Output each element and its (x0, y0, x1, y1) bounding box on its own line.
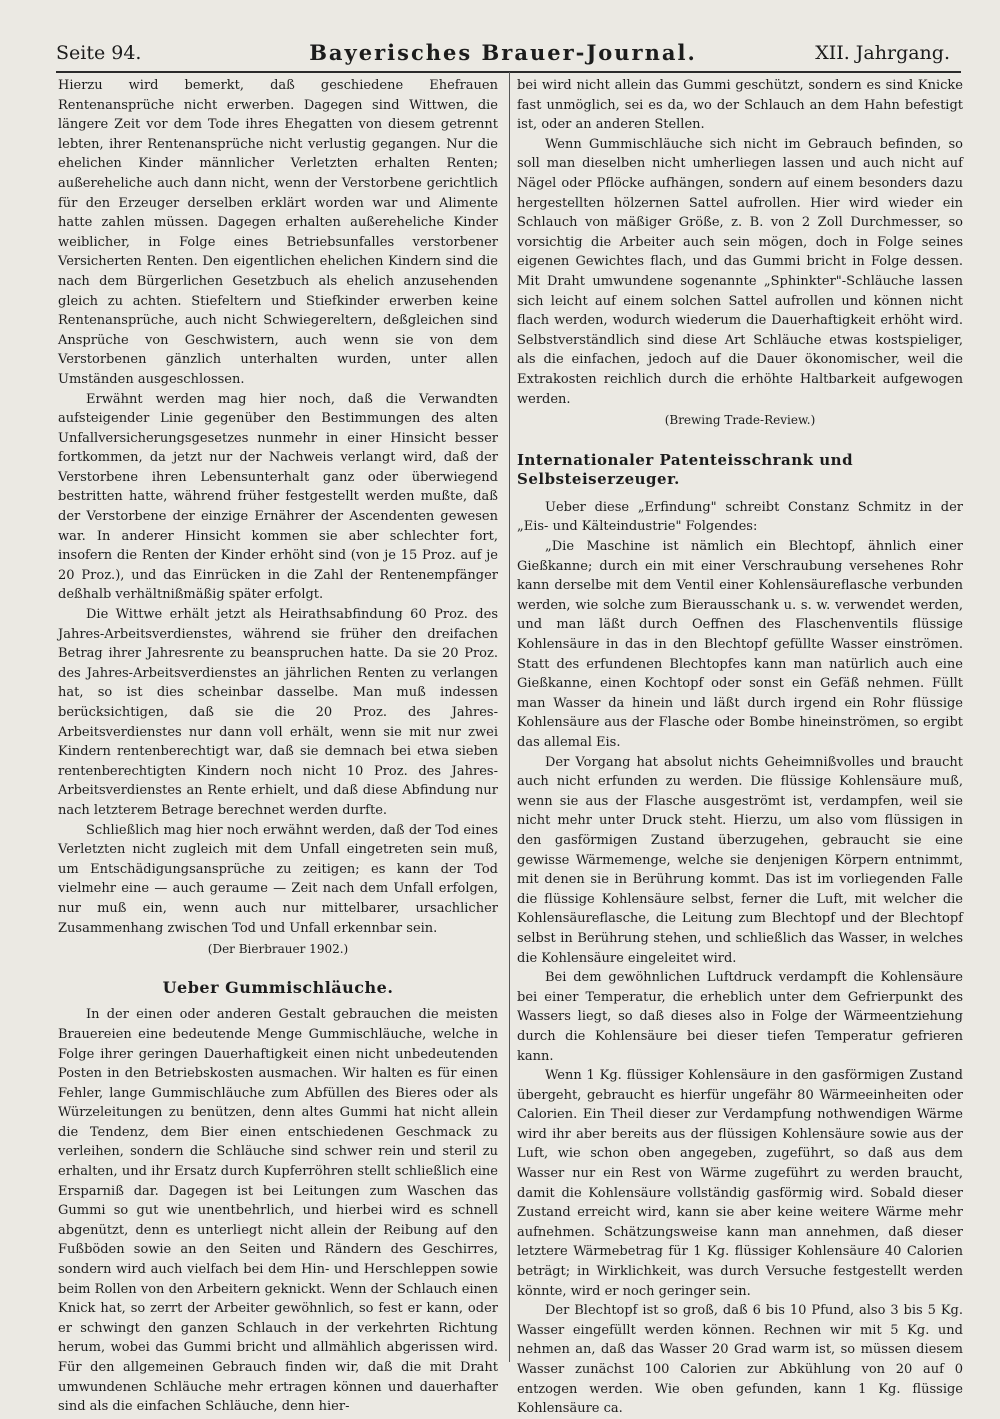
volume-label: XII. Jahrgang. (815, 42, 950, 64)
source-citation: (Der Bierbrauer 1902.) (207, 942, 349, 957)
paragraph: „Die Maschine ist nämlich ein Blechtopf, ähnlich einer Gießkanne; durch ein mit einer Verschraubung versehenes Rohr kann derselbe mit dem Ventil einer Kohlensäureflasche verbunden werden, wie solche zum Bierausschank u. s. w. verwendet werden, und man läßt durch Oeffnen des Flaschenventils flüssige Kohlensäure in das in den Blechtopf gefüllte Wasser einströmen. Statt des erfundenen Blechtopfes kann man natürlich auch eine Gießkanne, einen Kochtopf oder sonst ein Gefäß nehmen. Füllt man Wasser da hinein und läßt durch irgend ein Rohr flüssige Kohlensäure aus der Flasche oder Bombe hineinströmen, so ergibt das allemal Eis. (517, 539, 963, 750)
page-number: Seite 94. (56, 42, 142, 64)
journal-title: Bayerisches Brauer-Journal. (309, 40, 697, 65)
source-citation: (Brewing Trade-Review.) (664, 413, 816, 428)
paragraph: Wenn 1 Kg. flüssiger Kohlensäure in den gasförmigen Zustand übergeht, gebraucht es hierfür ungefähr 80 Wärmeeinheiten oder Calorien. Ein Theil dieser zur Verdampfung nothwendigen Wärme wird ihr aber bereits aus der flüssigen Kohlensäure sowie aus der Luft, wie schon oben angegeben, zugeführt, so daß aus dem Wasser nur ein Rest von Wärme zugeführt zu werden braucht, damit die Kohlensäure vollständig gasförmig wird. Sobald dieser Zustand erreicht wird, kann sie aber keine weitere Wärme mehr aufnehmen. Schätzungsweise kann man annehmen, daß dieser letztere Wärmebetrag für 1 Kg. flüssiger Kohlensäure 40 Calorien beträgt; in Wirklichkeit, was durch Versuche festgestellt werden könnte, wird er noch geringer sein. (517, 1068, 963, 1299)
paragraph: Ueber diese „Erfindung" schreibt Constanz Schmitz in der „Eis- und Kälteindustrie" Folgendes: (517, 499, 963, 535)
paragraph: bei wird nicht allein das Gummi geschützt, sondern es sind Knicke fast unmöglich, sei es da, wo der Schlauch an dem Hahn befestigt ist, oder an anderen Stellen. (517, 78, 963, 133)
left-column (58, 76, 498, 1417)
paragraph: Bei dem gewöhnlichen Luftdruck verdampft die Kohlensäure bei einer Temperatur, die erheblich unter dem Gefrierpunkt des Wassers liegt, so daß dieses also in Folge der Wärmeentziehung durch die Kohlensäure bei dieser tiefen Temperatur gefrieren kann. (517, 970, 963, 1064)
column-divider (509, 72, 510, 1362)
article-heading: Internationaler Patenteisschrank und Selbsteiserzeuger. (517, 450, 854, 489)
right-column (517, 76, 963, 1419)
paragraph: Hierzu wird bemerkt, daß geschiedene Ehefrauen Rentenansprüche nicht erwerben. Dagegen sind Wittwen, die längere Zeit vor dem Tode ihres Ehegatten von diesem getrennt lebten, ihrer Rentenansprüche nicht verlustig gegangen. Nur die ehelichen Kinder männlicher Verletzten erhalten Renten; außereheliche auch dann nicht, wenn der Verstorbene gerichtlich für den Erzeuger derselben erklärt worden war und Alimente hatte zahlen müssen. Dagegen erhalten außereheliche Kinder weiblicher, in Folge eines Betriebsunfalles verstorbener Versicherten Renten. Den eigentlichen ehelichen Kindern sind die nach dem Bürgerlichen Gesetzbuch als ehelich anzusehenden gleich zu achten. Stiefeltern und Stiefkinder erwerben keine Rentenansprüche, auch nicht Schwiegereltern, deßgleichen sind Ansprüche von Geschwistern, auch wenn sie von dem Verstorbenen gänzlich unterhalten wurden, unter allen Umständen ausgeschlossen. (58, 78, 498, 387)
article-heading: Ueber Gummischläuche. (162, 977, 394, 997)
paragraph: In der einen oder anderen Gestalt gebrauchen die meisten Brauereien eine bedeutende Menge Gummischläuche, welche in Folge ihrer geringen Dauerhaftigkeit einen nicht unbedeutenden Posten in den Betriebskosten ausmachen. Wir halten es für einen Fehler, lange Gummischläuche zum Abfüllen des Bieres oder als Würzeleitungen zu benützen, denn altes Gummi hat nicht allein die Tendenz, dem Bier einen entschiedenen Geschmack zu verleihen, sondern die Schläuche sind schwer rein und steril zu erhalten, und ihr Ersatz durch Kupferröhren stellt schließlich eine Ersparniß dar. Dagegen ist bei Leitungen zum Waschen das Gummi so gut wie unentbehrlich, und hierbei wird es schnell abgenützt, denn es unterliegt nicht allein der Reibung auf den Fußböden sowie an den Seiten und Rändern des Geschirres, sondern wird auch vielfach bei dem Hin- und Herschleppen sowie beim Rollen von den Arbeitern geknickt. Wenn der Schlauch einen Knick hat, so zerrt der Arbeiter gewöhnlich, so fest er kann, oder er schwingt den ganzen Schlauch in der verkehrten Richtung herum, wobei das Gummi bricht und allmählich abgerissen wird. Für den allgemeinen Gebrauch finden wir, daß die mit Draht umwundenen Schläuche mehr ertragen können und dauerhafter sind als die einfachen Schläuche, denn hier- (58, 1007, 498, 1415)
paragraph: Erwähnt werden mag hier noch, daß die Verwandten aufsteigender Linie gegenüber den Bestimmungen des alten Unfallversicherungsgesetzes nunmehr in einer Hinsicht besser fortkommen, da jetzt nur der Nachweis verlangt wird, daß der Verstorbene ihren Lebensunterhalt ganz oder überwiegend bestritten hatte, während früher festgestellt werden mußte, daß der Verstorbene der einzige Ernährer der Ascendenten gewesen war. In anderer Hinsicht kommen sie aber schlechter fort, insofern die Renten der Kinder erhöht sind (von je 15 Proz. auf je 20 Proz.), und das Einrücken in die Zahl der Rentenempfänger deßhalb verhältnißmäßig später erfolgt. (58, 391, 498, 603)
paragraph: Die Wittwe erhält jetzt als Heirathsabfindung 60 Proz. des Jahres-Arbeitsverdienstes, während sie früher den dreifachen Betrag ihrer Jahresrente zu beanspruchen hatte. Da sie 20 Proz. des Jahres-Arbeitsverdienstes an jährlichen Renten zu verlangen hat, so ist dies scheinbar dasselbe. Man muß indessen berücksichtigen, daß sie die 20 Proz. des Jahres-Arbeitsverdienstes nur dann voll erhält, wenn sie mit nur zwei Kindern rentenberechtigt war, daß sie demnach bei etwa sieben rentenberechtigten Kindern noch nicht 10 Proz. des Jahres-Arbeitsverdienstes an Rente erhielt, und daß diese Abfindung nur nach letzterem Betrage berechnet werden durfte. (58, 607, 498, 818)
paragraph: Der Blechtopf ist so groß, daß 6 bis 10 Pfund, also 3 bis 5 Kg. Wasser eingefüllt werden können. Rechnen wir mit 5 Kg. und nehmen an, daß das Wasser 20 Grad warm ist, so müssen diesem Wasser zunächst 100 Calorien zur Abkühlung von 20 auf 0 entzogen werden. Wie oben gefunden, kann 1 Kg. flüssige Kohlensäure ca. (517, 1303, 963, 1417)
paragraph: Der Vorgang hat absolut nichts Geheimnißvolles und braucht auch nicht erfunden zu werden. Die flüssige Kohlensäure muß, wenn sie aus der Flasche ausgeströmt ist, verdampfen, weil sie nicht mehr unter Druck steht. Hierzu, um also vom flüssigen in den gasförmigen Zustand überzugehen, gebraucht sie eine gewisse Wärmemenge, welche sie denjenigen Körpern entnimmt, mit denen sie in Berührung kommt. Das ist im vorliegenden Falle die flüssige Kohlensäure selbst, ferner die Luft, mit welcher die Kohlensäureflasche, die Leitung zum Blechtopf und der Blechtopf selbst in Berührung stehen, und schließlich das Wasser, in welches die Kohlensäure eingeleitet wird. (517, 754, 963, 966)
paragraph: Wenn Gummischläuche sich nicht im Gebrauch befinden, so soll man dieselben nicht umherliegen lassen und auch nicht auf Nägel oder Pflöcke aufhängen, sondern auf einem besonders dazu hergestellten hölzernen Sattel aufrollen. Hier wird wieder ein Schlauch von mäßiger Größe, z. B. von 2 Zoll Durchmesser, so vorsichtig die Arbeiter auch sein mögen, doch in Folge seines eigenen Gewichtes flach, und das Gummi bricht in Folge dessen. Mit Draht umwundene sogenannte „Sphinkter"-Schläuche lassen sich leicht auf einem solchen Sattel aufrollen und können nicht flach werden, wodurch wiederum die Dauerhaftigkeit erhöht wird. Selbstverständlich sind diese Art Schläuche etwas kostspieliger, als die einfachen, jedoch auf die Dauer ökonomischer, weil die Extrakosten reichlich durch die erhöhte Haltbarkeit aufgewogen werden. (517, 136, 963, 407)
paragraph: Schließlich mag hier noch erwähnt werden, daß der Tod eines Verletzten nicht zugleich mit dem Unfall eingetreten sein muß, um Entschädigungsansprüche zu zeitigen; es kann der Tod vielmehr eine — auch geraume — Zeit nach dem Unfall erfolgen, nur muß ein, wenn auch nur mittelbarer, ursachlicher Zusammenhang zwischen Tod und Unfall erkennbar sein. (58, 822, 498, 936)
page-header (56, 38, 950, 72)
